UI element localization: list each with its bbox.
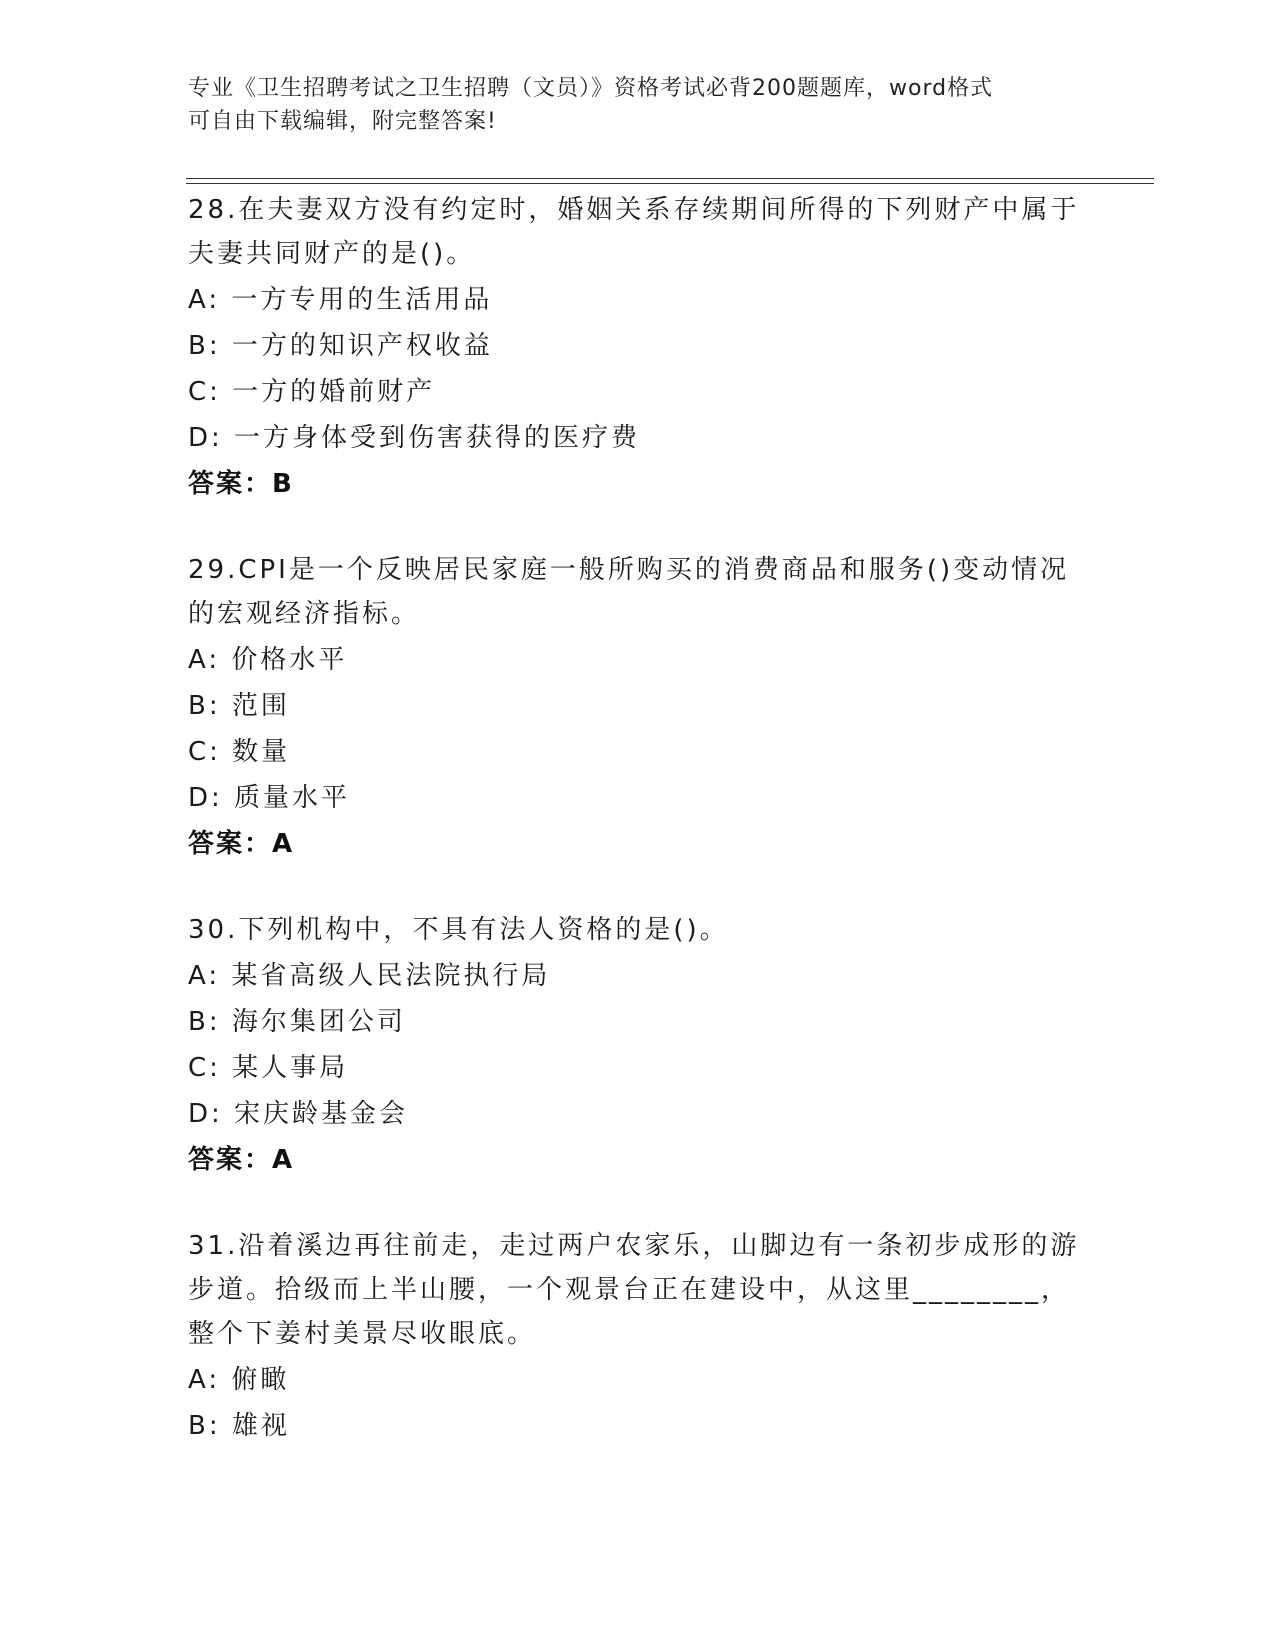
question-list (188, 188, 1088, 1490)
option-a: A: 某省高级人民法院执行局 (188, 961, 551, 991)
option-b: B: 雄视 (188, 1411, 290, 1441)
question-line: 31.沿着溪边再往前走，走过两户农家乐，山脚边有一条初步成形的游 (188, 1231, 1080, 1261)
option-d: D: 质量水平 (188, 783, 351, 813)
option-c: C: 数量 (188, 737, 291, 767)
answer: 答案：A (188, 829, 295, 859)
option-a: A: 价格水平 (188, 645, 348, 675)
question-text (188, 548, 1088, 636)
answer: 答案：A (188, 1145, 295, 1175)
question-line: 步道。拾级而上半山腰，一个观景台正在建设中，从这里________， (188, 1275, 1071, 1305)
header-line-1: 专业《卫生招聘考试之卫生招聘（文员）》资格考试必背200题题库，word格式 (188, 76, 994, 101)
question-text (188, 1224, 1088, 1356)
question-29 (188, 548, 1088, 866)
question-text (188, 908, 1088, 952)
option-a: A: 俯瞰 (188, 1365, 290, 1395)
header-line-2: 可自由下载编辑，附完整答案! (188, 109, 497, 134)
document-header (188, 72, 1068, 138)
header-divider-bottom (186, 183, 1154, 184)
question-31 (188, 1224, 1088, 1448)
option-b: B: 海尔集团公司 (188, 1007, 406, 1037)
option-d: D: 宋庆龄基金会 (188, 1099, 409, 1129)
question-line: 的宏观经济指标。 (188, 599, 421, 629)
question-text (188, 188, 1088, 276)
option-a: A: 一方专用的生活用品 (188, 285, 493, 315)
option-b: B: 一方的知识产权收益 (188, 331, 493, 361)
answer: 答案：B (188, 469, 294, 499)
header-divider-top (186, 178, 1154, 179)
question-30 (188, 908, 1088, 1182)
question-line: 28.在夫妻双方没有约定时，婚姻关系存续期间所得的下列财产中属于 (188, 195, 1080, 225)
option-b: B: 范围 (188, 691, 290, 721)
question-28 (188, 188, 1088, 506)
question-line: 整个下姜村美景尽收眼底。 (188, 1319, 537, 1349)
option-d: D: 一方身体受到伤害获得的医疗费 (188, 423, 641, 453)
question-line: 30.下列机构中，不具有法人资格的是()。 (188, 915, 729, 945)
option-c: C: 某人事局 (188, 1053, 349, 1083)
option-c: C: 一方的婚前财产 (188, 377, 436, 407)
question-line: 29.CPI是一个反映居民家庭一般所购买的消费商品和服务()变动情况 (188, 555, 1070, 585)
question-line: 夫妻共同财产的是()。 (188, 239, 476, 269)
